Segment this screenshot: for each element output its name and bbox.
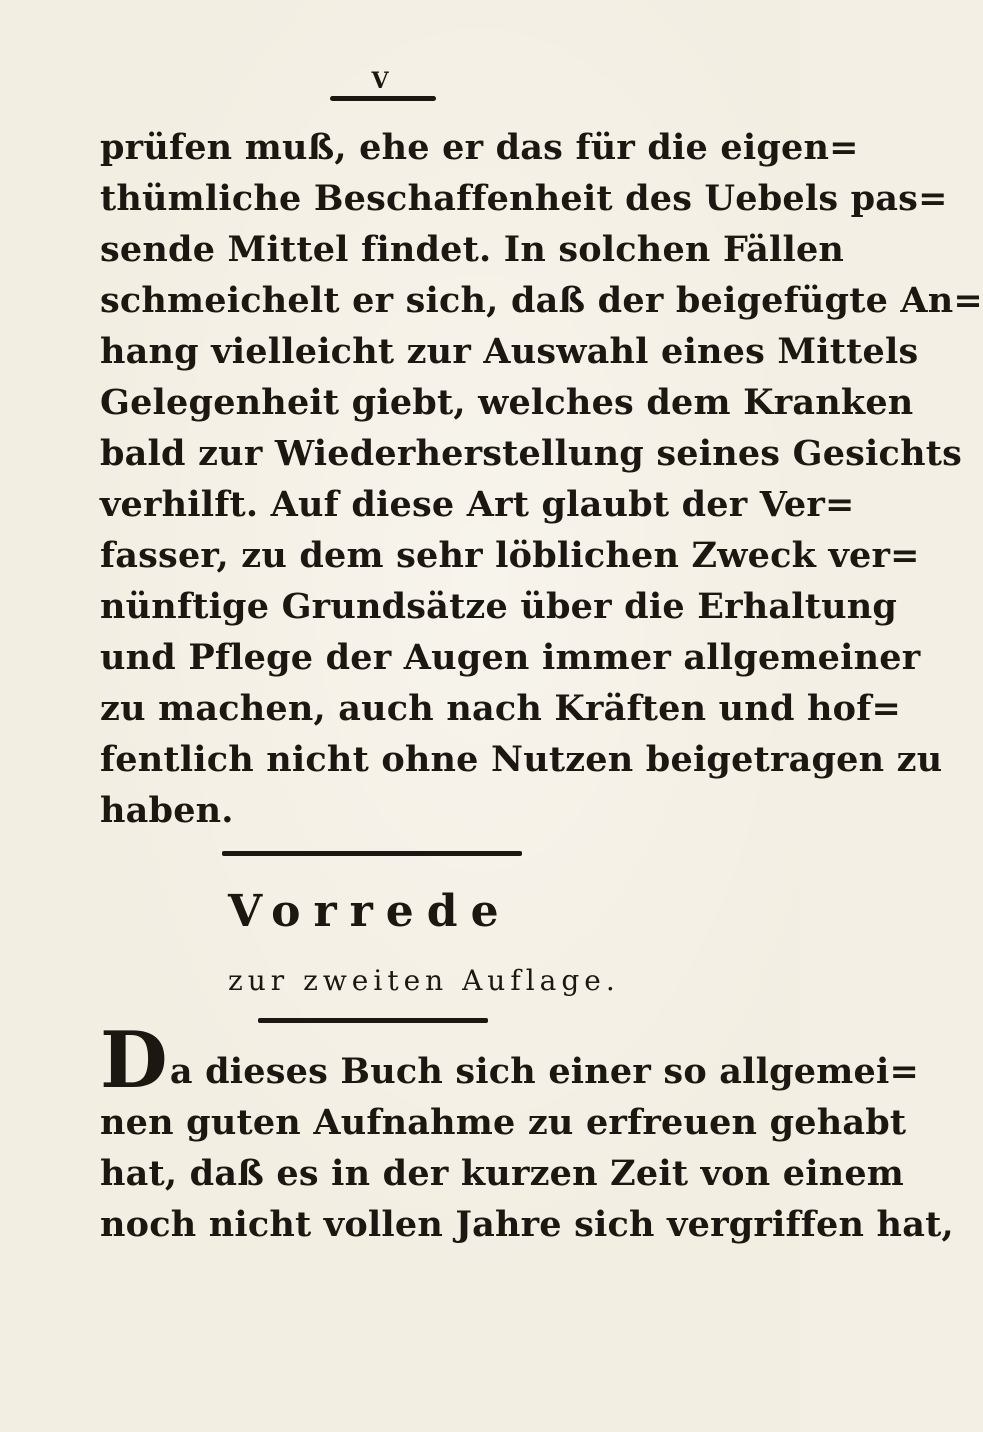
text-line: thümliche Beschaffenheit des Uebels pas=	[100, 178, 948, 219]
text-line: nünftige Grundsätze über die Erhaltung	[100, 586, 898, 627]
paragraph-preface	[100, 1015, 954, 1250]
text-line: nen guten Aufnahme zu erfreuen gehabt	[100, 1102, 907, 1143]
text-line: hang vielleicht zur Auswahl eines Mittels	[100, 331, 919, 372]
text-line: schmeichelt er sich, daß der beigefügte An=	[100, 280, 983, 321]
section-heading: Vorrede	[228, 886, 512, 937]
text-line: Gelegenheit giebt, welches dem Kranken	[100, 382, 914, 423]
text-line: noch nicht vollen Jahre sich vergriffen hat,	[100, 1204, 954, 1245]
paragraph-conclusion	[100, 122, 983, 836]
section-divider-bottom	[258, 1018, 488, 1023]
text-line: fentlich nicht ohne Nutzen beigetragen zu	[100, 739, 943, 780]
section-subheading: zur zweiten Auflage.	[228, 964, 620, 997]
text-line: fasser, zu dem sehr löblichen Zweck ver=	[100, 535, 920, 576]
text-line-first-rest: a dieses Buch sich einer so allgemei=	[169, 1051, 919, 1092]
text-line: prüfen muß, ehe er das für die eigen=	[100, 127, 859, 168]
text-line: zu machen, auch nach Kräften und hof=	[100, 688, 901, 729]
text-line-first	[100, 1015, 919, 1106]
text-line: sende Mittel findet. In solchen Fällen	[100, 229, 845, 270]
text-line: und Pflege der Augen immer allgemeiner	[100, 637, 921, 678]
text-line: hat, daß es in der kurzen Zeit von einem	[100, 1153, 905, 1194]
text-line: haben.	[100, 790, 234, 831]
page-number-rule	[330, 96, 436, 101]
text-line: bald zur Wiederherstellung seines Gesichts	[100, 433, 962, 474]
section-divider-top	[222, 851, 522, 856]
drop-cap: D	[100, 1015, 168, 1106]
text-line: verhilft. Auf diese Art glaubt der Ver=	[100, 484, 855, 525]
page-number: V	[371, 68, 389, 94]
